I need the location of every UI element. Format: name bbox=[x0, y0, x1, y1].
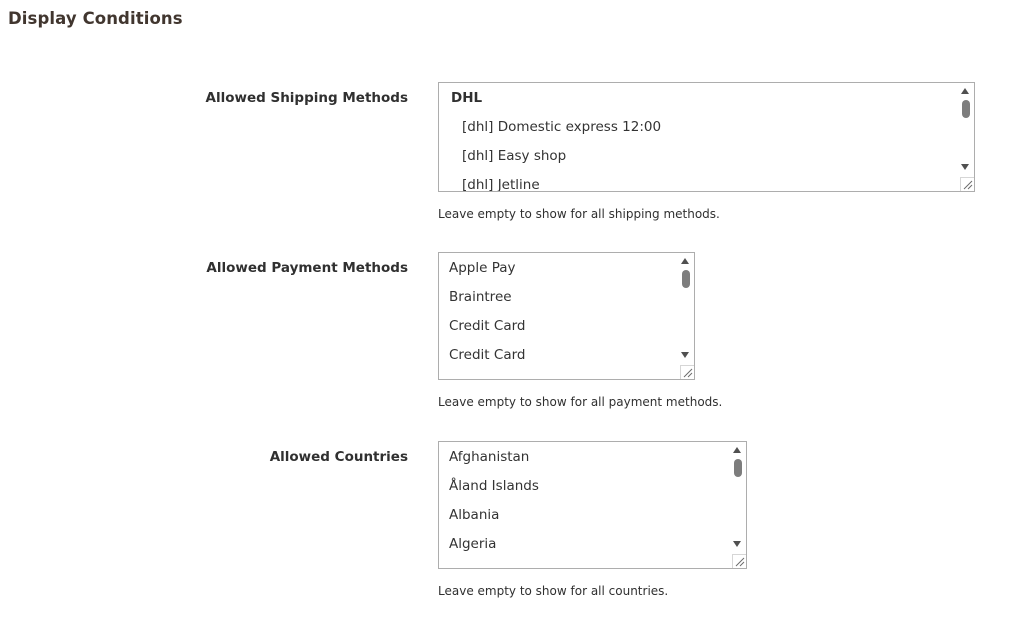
shipping-methods-select[interactable] bbox=[438, 82, 975, 192]
option-dhl-easy-shop[interactable]: [dhl] Easy shop bbox=[462, 148, 567, 164]
scroll-up-arrow-icon[interactable] bbox=[681, 258, 689, 264]
payment-methods-label: Allowed Payment Methods bbox=[206, 260, 408, 276]
resize-grip-icon[interactable] bbox=[960, 177, 974, 191]
payment-methods-options bbox=[439, 253, 678, 379]
option-dhl-domestic-express[interactable]: [dhl] Domestic express 12:00 bbox=[462, 119, 662, 135]
option-albania[interactable]: Albania bbox=[449, 507, 500, 523]
scrollbar-thumb[interactable] bbox=[962, 100, 970, 118]
resize-grip-icon[interactable] bbox=[680, 365, 694, 379]
shipping-methods-label: Allowed Shipping Methods bbox=[205, 90, 408, 106]
option-afghanistan[interactable]: Afghanistan bbox=[449, 449, 530, 465]
countries-note: Leave empty to show for all countries. bbox=[438, 584, 669, 598]
scrollbar-thumb[interactable] bbox=[682, 270, 690, 288]
scroll-down-arrow-icon[interactable] bbox=[961, 164, 969, 170]
payment-methods-scrollbar[interactable] bbox=[678, 253, 694, 379]
option-credit-card[interactable]: Credit Card bbox=[449, 318, 526, 334]
section-title: Display Conditions bbox=[8, 9, 183, 28]
scroll-up-arrow-icon[interactable] bbox=[961, 88, 969, 94]
payment-methods-note: Leave empty to show for all payment methods. bbox=[438, 395, 723, 409]
countries-label: Allowed Countries bbox=[269, 449, 408, 465]
shipping-methods-note: Leave empty to show for all shipping methods. bbox=[438, 207, 720, 221]
countries-select[interactable] bbox=[438, 441, 747, 569]
optgroup-dhl: DHL bbox=[451, 90, 483, 106]
option-dhl-jetline[interactable]: [dhl] Jetline bbox=[462, 177, 540, 191]
option-credit-card[interactable]: Credit Card bbox=[449, 347, 526, 363]
scroll-up-arrow-icon[interactable] bbox=[733, 447, 741, 453]
option-braintree[interactable]: Braintree bbox=[449, 289, 512, 305]
option-apple-pay[interactable]: Apple Pay bbox=[449, 260, 516, 276]
scroll-down-arrow-icon[interactable] bbox=[681, 352, 689, 358]
option-algeria[interactable]: Algeria bbox=[449, 536, 497, 552]
payment-methods-select[interactable] bbox=[438, 252, 695, 380]
countries-options bbox=[439, 442, 730, 568]
shipping-methods-scrollbar[interactable] bbox=[958, 83, 974, 191]
scrollbar-thumb[interactable] bbox=[734, 459, 742, 477]
option-aland-islands[interactable]: Åland Islands bbox=[449, 478, 539, 494]
resize-grip-icon[interactable] bbox=[732, 554, 746, 568]
shipping-methods-options bbox=[439, 83, 958, 191]
countries-scrollbar[interactable] bbox=[730, 442, 746, 568]
scroll-down-arrow-icon[interactable] bbox=[733, 541, 741, 547]
